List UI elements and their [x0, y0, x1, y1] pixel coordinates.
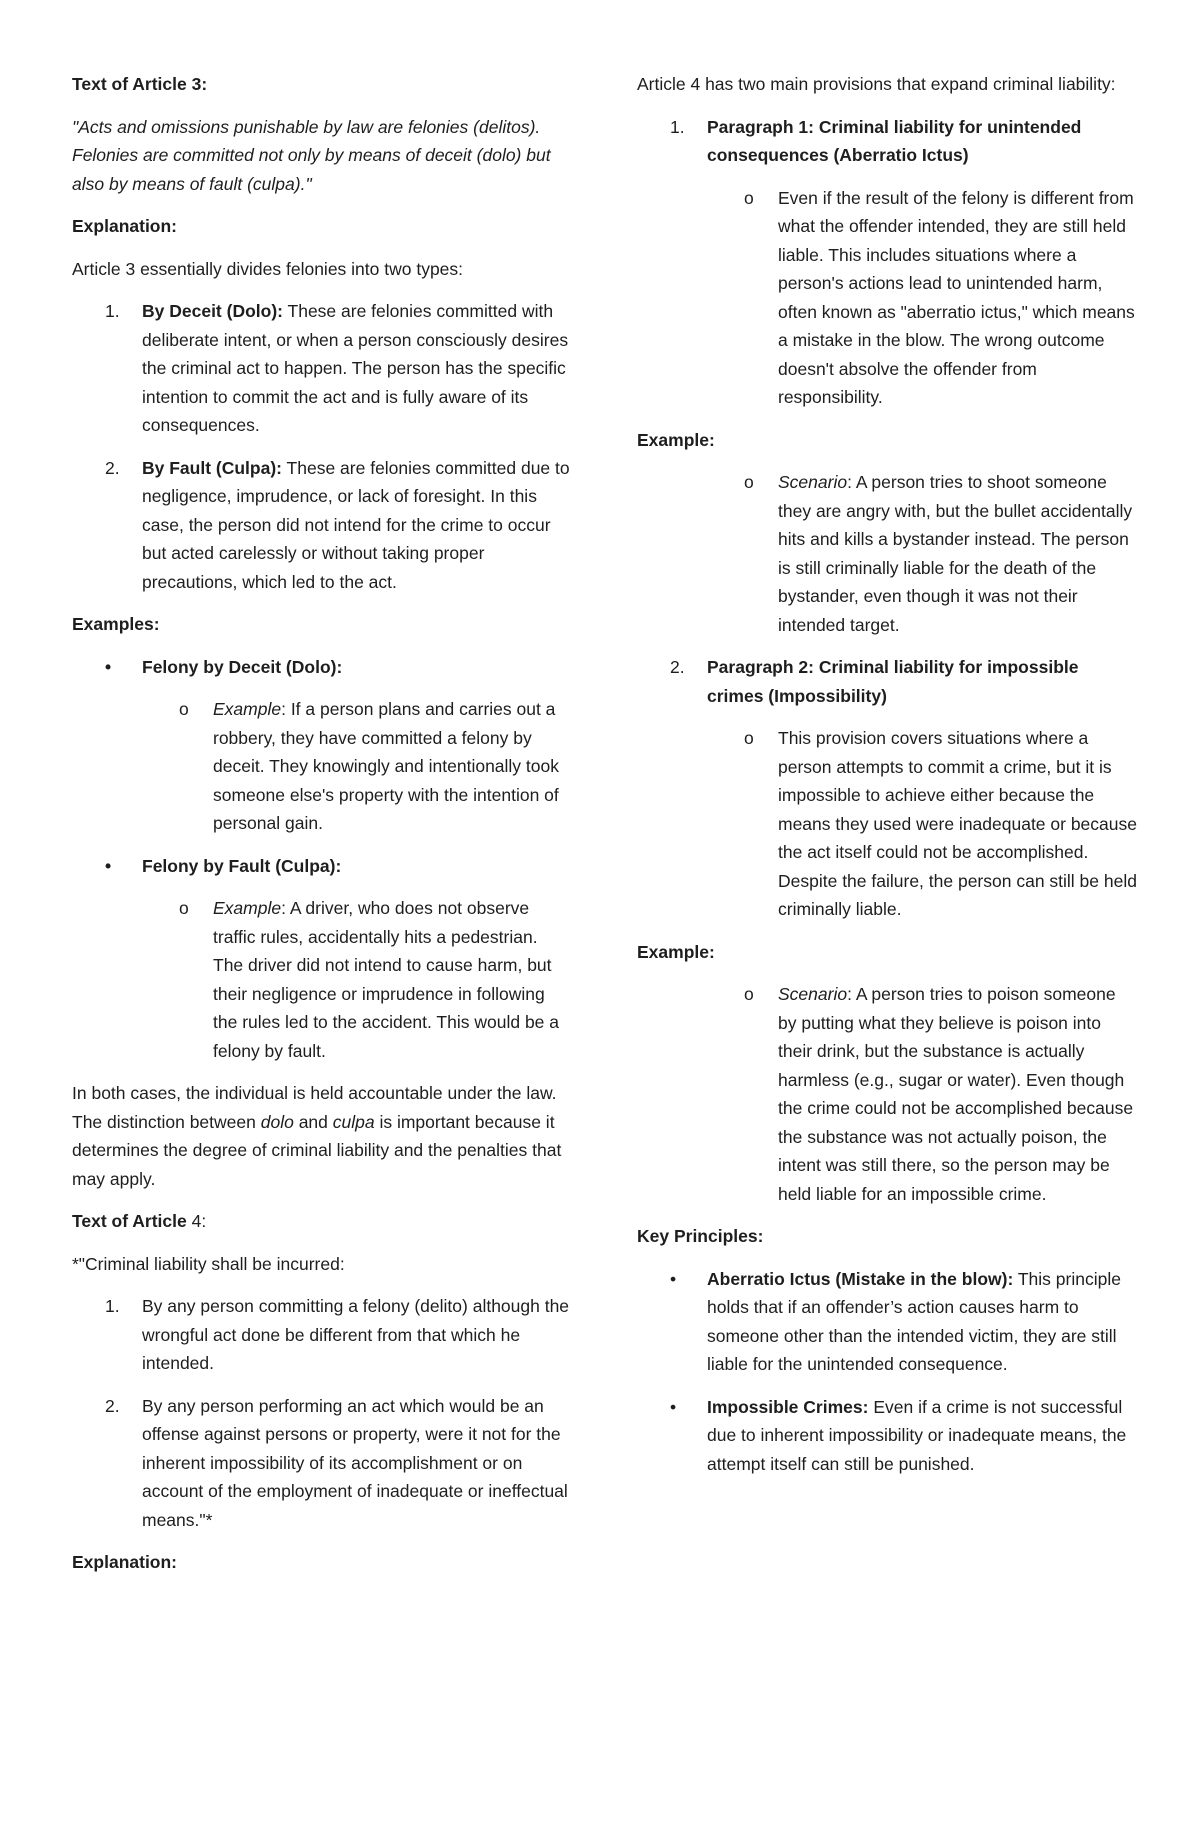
- list-number: 2.: [670, 657, 685, 677]
- explanation-intro: Article 3 essentially divides felonies into two types:: [72, 258, 464, 279]
- explanation-2-heading: Explanation:: [72, 1552, 178, 1572]
- scenario-label: Scenario: [778, 472, 848, 492]
- list-number: 2.: [105, 1395, 120, 1416]
- bullet-icon: •: [105, 656, 112, 677]
- conclusion-text: and: [293, 1111, 333, 1132]
- term-dolo: dolo: [260, 1111, 294, 1132]
- example-heading: Example:: [637, 941, 715, 962]
- circle-bullet-icon: o: [744, 728, 754, 748]
- example-bullet: [72, 653, 572, 682]
- felony-type-label: By Fault (Culpa):: [142, 457, 282, 478]
- example-label: Example: [213, 898, 282, 918]
- paragraph-2-text: This provision covers situations where a person attempts to commit a crime, but it is impossible to achieve either because the means they used were inadequate or because the act itself could not be accomplished. Despite the failure, the person can still be held criminally liable.: [778, 728, 1137, 919]
- list-number: 2.: [105, 457, 120, 478]
- article-3-heading: Text of Article 3:: [72, 74, 208, 94]
- principle-item: [637, 1393, 1137, 1479]
- examples-heading: Examples:: [72, 614, 160, 634]
- bullet-icon: •: [670, 1268, 677, 1289]
- example-title: Felony by Fault (Culpa):: [142, 855, 342, 876]
- scenario-text: : A person tries to shoot someone they are angry with, but the bullet accidentally hits and kills a bystander instead. The person is still criminally liable for the death of the bystander, even though it was not their intended target.: [778, 472, 1133, 635]
- bullet-icon: •: [105, 855, 112, 876]
- term-culpa: culpa: [332, 1111, 375, 1132]
- left-column: [72, 70, 572, 1591]
- paragraph-1-title: Paragraph 1: Criminal liability for unintended consequences (Aberratio Ictus): [707, 116, 1082, 165]
- circle-bullet-icon: o: [744, 187, 754, 208]
- felony-type-item: [72, 454, 572, 597]
- explanation-heading: Explanation:: [72, 216, 178, 236]
- article-4-heading-plain: 4:: [191, 1211, 207, 1231]
- key-principles-heading: Key Principles:: [637, 1226, 764, 1246]
- example-title: Felony by Deceit (Dolo):: [142, 656, 343, 677]
- paragraph-1-text: Even if the result of the felony is different from what the offender intended, they are still held liable. This includes situations where a person's actions lead to unintended harm, often known as "aberratio ictus," which means a mistake in the blow. The wrong outcome doesn't absolve the offender from responsibility.: [778, 187, 1135, 407]
- felony-type-label: By Deceit (Dolo):: [142, 301, 283, 321]
- principle-text: Even if a crime is not successful due to inherent impossibility or inadequate means, the attempt itself can still be punished.: [707, 1396, 1127, 1474]
- conclusion-paragraph: [72, 1079, 572, 1193]
- scenario-item: [637, 980, 1137, 1208]
- article-3-quote: "Acts and omissions punishable by law are felonies (delitos). Felonies are committed not only by means of deceit (dolo) but also by means of fault (culpa).": [72, 116, 551, 194]
- felony-type-text: These are felonies committed with deliberate intent, or when a person consciously desires the criminal act to happen. The person has the specific intention to commit the act and is fully aware of its consequences.: [142, 301, 569, 435]
- example-bullet: [72, 852, 572, 881]
- principle-label: Aberratio Ictus (Mistake in the blow):: [707, 1268, 1014, 1289]
- principle-label: Impossible Crimes:: [707, 1396, 869, 1417]
- article-4-intro: *"Criminal liability shall be incurred:: [72, 1253, 345, 1274]
- felony-type-text: These are felonies committed due to negligence, imprudence, or lack of foresight. In this case, the person did not intend for the crime to occur but acted carelessly or without taking proper precautions, which led to the act.: [142, 457, 570, 592]
- example-text: : A driver, who does not observe traffic rules, accidentally hits a pedestrian. The driver did not intend to cause harm, but their negligence or imprudence in following the rules led to the accident. This would be a felony by fault.: [213, 898, 560, 1061]
- paragraph-1-detail: [637, 184, 1137, 412]
- list-number: 1.: [105, 1296, 120, 1316]
- paragraph-2-title: Paragraph 2: Criminal liability for impossible crimes (Impossibility): [707, 657, 1079, 706]
- paragraph-2-detail: [637, 724, 1137, 924]
- circle-bullet-icon: o: [744, 472, 754, 492]
- paragraph-1-heading: [637, 113, 1137, 170]
- article-4-heading-bold: Text of Article: [72, 1211, 192, 1231]
- bullet-icon: •: [670, 1396, 677, 1417]
- article-4-item: [72, 1292, 572, 1378]
- circle-bullet-icon: o: [744, 984, 754, 1004]
- list-number: 1.: [670, 116, 685, 137]
- circle-bullet-icon: o: [179, 898, 189, 918]
- article-4-overview: Article 4 has two main provisions that expand criminal liability:: [637, 74, 1116, 94]
- principle-text: This principle holds that if an offender’s action causes harm to someone other than the intended victim, they are still liable for the unintended consequence.: [707, 1268, 1121, 1374]
- example-label: Example: [213, 699, 282, 719]
- example-sub-item: [72, 894, 572, 1065]
- conclusion-text: In both cases, the individual is held accountable under the law. The distinction between: [72, 1083, 557, 1132]
- right-column: [637, 70, 1137, 1492]
- scenario-text: : A person tries to poison someone by putting what they believe is poison into their drink, but the substance is actually harmless (e.g., sugar or water). Even though the crime could not be accomplished because the substance was not actually poison, the intent was still there, so the person may be held liable for an impossible crime.: [778, 984, 1134, 1204]
- paragraph-2-heading: [637, 653, 1137, 710]
- example-heading: Example:: [637, 429, 715, 450]
- article-4-heading: [72, 1207, 572, 1236]
- example-text: : If a person plans and carries out a robbery, they have committed a felony by deceit. They knowingly and intentionally took someone else's property with the intention of personal gain.: [213, 699, 560, 833]
- list-number: 1.: [105, 301, 120, 321]
- principle-item: [637, 1265, 1137, 1379]
- circle-bullet-icon: o: [179, 699, 189, 719]
- scenario-label: Scenario: [778, 984, 848, 1004]
- conclusion-text: is important because it determines the degree of criminal liability and the penalties that may apply.: [72, 1111, 562, 1189]
- article-4-item-text: By any person committing a felony (delito) although the wrongful act done be different from that which he intended.: [142, 1296, 570, 1373]
- article-4-item: [72, 1392, 572, 1535]
- example-sub-item: [72, 695, 572, 838]
- felony-type-item: [72, 297, 572, 440]
- scenario-item: [637, 468, 1137, 639]
- article-4-item-text: By any person performing an act which would be an offense against persons or property, were it not for the inherent impossibility of its accomplishment or on account of the employment of inadequate or ineffectual means."*: [142, 1395, 568, 1530]
